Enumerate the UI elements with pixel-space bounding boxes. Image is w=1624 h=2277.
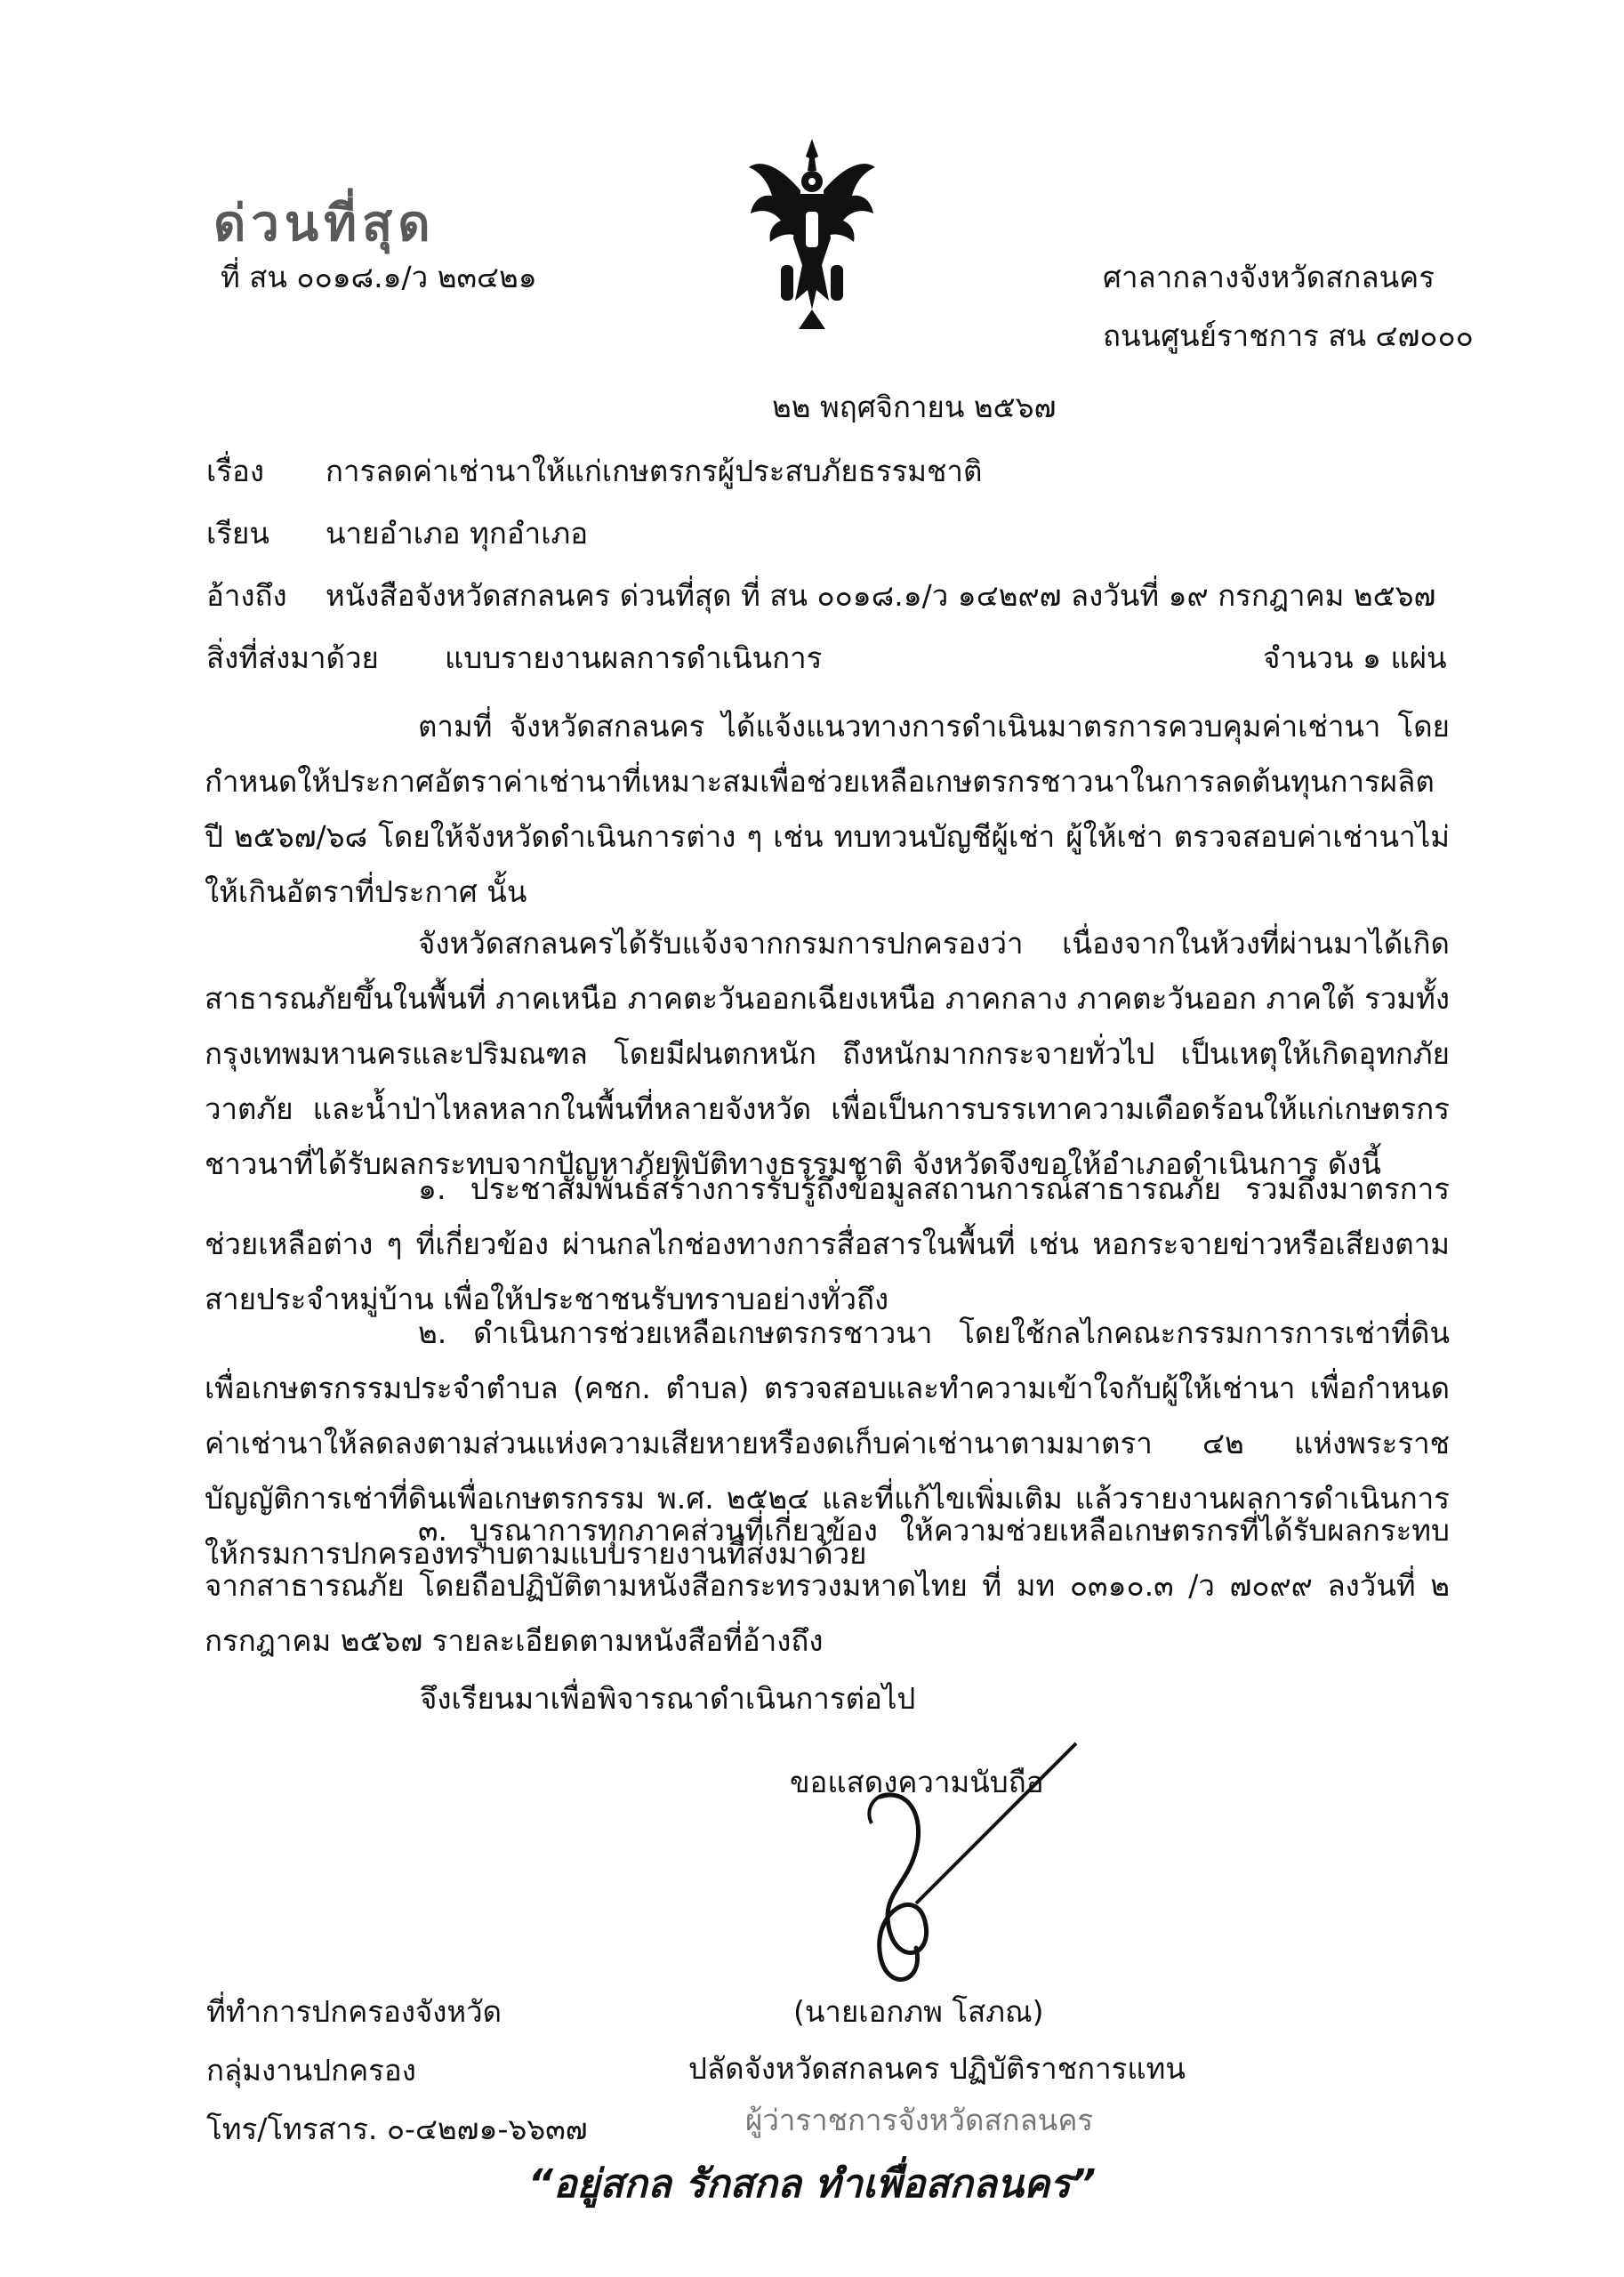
paragraph-notice: จังหวัดสกลนครได้รับแจ้งจากกรมการปกครองว่า เนื่องจากในห้วงที่ผ่านมาได้เกิดสาธารณภัยขึ้นในพื้นที่ ภาคเหนือ ภาคตะวันออกเฉียงเหนือ ภาคกลาง ภาคตะวันออก ภาคใต้ รวมทั้งกรุงเทพมหานครและปริมณฑล โดยมีฝนตกหนัก ถึงหนักมากกระจายทั่วไป เป็นเหตุให้เกิดอุทกภัย วาตภัย และน้ำป่าไหลหลากในพื้นที่หลายจังหวัด เพื่อเป็นการบรรเทาความเดือดร้อนให้แก่เกษตรกรชาวนาที่ได้รับผลกระทบจากปัญหาภัยพิบัติทางธรรมชาติ จังหวัดจึงขอให้อำเภอดำเนินการ ดังนี้ bbox=[205, 926, 1450, 1181]
signer-position-1: ปลัดจังหวัดสกลนคร ปฏิบัติราชการแทน bbox=[688, 2051, 1186, 2086]
urgent-stamp: ด่วนที่สุด bbox=[213, 195, 436, 253]
list-item-2: ๒. ดำเนินการช่วยเหลือเกษตรกรชาวนา โดยใช้กลไกคณะกรรมการการเช่าที่ดินเพื่อเกษตรกรรมประจำตำบล (คชก. ตำบล) ตรวจสอบและทำความเข้าใจกับผู้ให้เช่านา เพื่อกำหนดค่าเช่านาให้ลดลงตามส่วนแห่งความเสียหายหรืองดเก็บค่าเช่านาตามมาตรา ๔๒ แห่งพระราชบัญญัติการเช่าที่ดินเพื่อเกษตรกรรม พ.ศ. ๒๕๒๔ และที่แก้ไขเพิ่มเติม แล้วรายงานผลการดำเนินการให้กรมการปกครองทราบตามแบบรายงานที่ส่งมาด้วย bbox=[205, 1316, 1450, 1571]
enclosure-count: จำนวน ๑ แผ่น bbox=[1263, 640, 1447, 675]
reference-label: อ้างถึง bbox=[206, 578, 287, 613]
document-date: ๒๒ พฤศจิกายน ๒๕๖๗ bbox=[772, 390, 1057, 424]
signer-name: (นายเอกภพ โสภณ) bbox=[793, 1994, 1044, 2029]
reference-value: หนังสือจังหวัดสกลนคร ด่วนที่สุด ที่ สน ๐๐๑๘.๑/ว ๑๔๒๙๗ ลงวันที่ ๑๙ กรกฎาคม ๒๕๖๗ bbox=[326, 578, 1436, 613]
list-item-3: ๓. บูรณาการทุกภาคส่วนที่เกี่ยวข้อง ให้ความช่วยเหลือเกษตรกรที่ได้รับผลกระทบจากสาธารณภัย โดยถือปฏิบัติตามหนังสือกระทรวงมหาดไทย ที่ มท ๐๓๑๐.๓ /ว ๗๐๙๙ ลงวันที่ ๒ กรกฎาคม ๒๕๖๗ รายละเอียดตามหนังสือที่อ้างถึง bbox=[205, 1513, 1450, 1658]
footer-division: กลุ่มงานปกครอง bbox=[206, 2053, 416, 2088]
handwritten-signature-icon bbox=[854, 1734, 1085, 2001]
enclosure-label: สิ่งที่ส่งมาด้วย bbox=[206, 640, 379, 675]
office-address: ถนนศูนย์ราชการ สน ๔๗๐๐๐ bbox=[1103, 318, 1474, 353]
to-value: นายอำเภอ ทุกอำเภอ bbox=[326, 516, 589, 551]
province-motto: “อยู่สกล รักสกล ทำเพื่อสกลนคร” bbox=[527, 2161, 1097, 2207]
list-item-1: ๑. ประชาสัมพันธ์สร้างการรับรู้ถึงข้อมูลสถานการณ์สาธารณภัย รวมถึงมาตรการช่วยเหลือต่าง ๆ ที่เกี่ยวข้อง ผ่านกลไกช่องทางการสื่อสารในพื้นที่ เช่น หอกระจายข่าวหรือเสียงตามสายประจำหมู่บ้าน เพื่อให้ประชาชนรับทราบอย่างทั่วถึง bbox=[205, 1171, 1450, 1316]
subject-value: การลดค่าเช่านาให้แก่เกษตรกรผู้ประสบภัยธรรมชาติ bbox=[326, 454, 983, 488]
enclosure-value: แบบรายงานผลการดำเนินการ bbox=[445, 640, 823, 675]
closing-line: จึงเรียนมาเพื่อพิจารณาดำเนินการต่อไป bbox=[420, 1681, 916, 1716]
regards-text: ขอแสดงความนับถือ bbox=[790, 1765, 1044, 1799]
garuda-emblem-icon bbox=[745, 132, 879, 332]
signer-position-2: ผู้ว่าราชการจังหวัดสกลนคร bbox=[745, 2103, 1094, 2137]
document-number: ที่ สน ๐๐๑๘.๑/ว ๒๓๔๒๑ bbox=[221, 260, 537, 294]
office-name: ศาลากลางจังหวัดสกลนคร bbox=[1103, 260, 1435, 294]
subject-label: เรื่อง bbox=[206, 454, 264, 488]
footer-office: ที่ทำการปกครองจังหวัด bbox=[206, 1994, 502, 2029]
paragraph-intro: ตามที่ จังหวัดสกลนคร ได้แจ้งแนวทางการดำเนินมาตรการควบคุมค่าเช่านา โดยกำหนดให้ประกาศอัตราค่าเช่านาที่เหมาะสมเพื่อช่วยเหลือเกษตรกรชาวนาในการลดต้นทุนการผลิต ปี ๒๕๖๗/๖๘ โดยให้จังหวัดดำเนินการต่าง ๆ เช่น ทบทวนบัญชีผู้เช่า ผู้ให้เช่า ตรวจสอบค่าเช่านาไม่ให้เกินอัตราที่ประกาศ นั้น bbox=[205, 709, 1450, 909]
footer-phone: โทร/โทรสาร. ๐-๔๒๗๑-๖๖๓๗ bbox=[206, 2112, 588, 2146]
to-label: เรียน bbox=[206, 516, 269, 551]
